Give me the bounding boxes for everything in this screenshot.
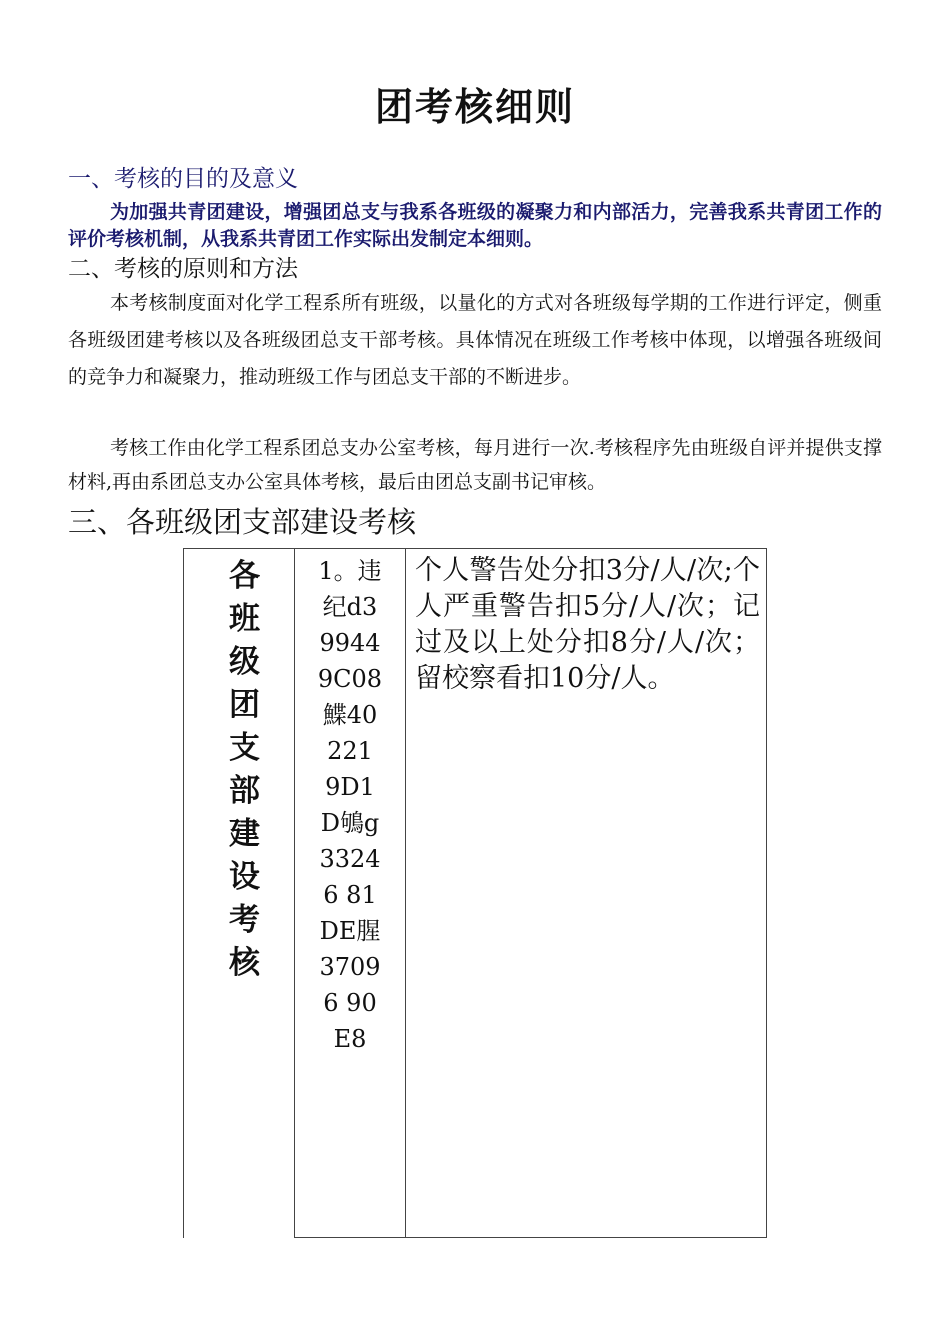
section2-paragraph-2: 考核工作由化学工程系团总支办公室考核，每月进行一次.考核程序先由班级自评并提供支撑材料,再由系团总支办公室具体考核，最后由团总支副书记审核。 bbox=[68, 437, 882, 493]
category-label: 各班级团支部建设考核 bbox=[229, 558, 260, 981]
assessment-table bbox=[183, 548, 767, 1238]
rule-text: 个人警告处分扣3分/人/次;个人严重警告扣5分/人/次；记过及以上处分扣8分/人/次；留校察看扣10分/人。 bbox=[415, 555, 760, 694]
category-cell bbox=[184, 549, 295, 1238]
table-row bbox=[184, 549, 767, 1238]
section3-heading: 三、各班级团支部建设考核 bbox=[68, 505, 417, 539]
section2-heading: 二、考核的原则和方法 bbox=[68, 256, 298, 282]
section1-heading: 一、考核的目的及意义 bbox=[68, 166, 298, 192]
item-label: 1。违纪d39944 9C08鰈40221 9D1D鴝g33246 81DE腥37096 90E8 bbox=[317, 557, 383, 1053]
section2-paragraph-1: 本考核制度面对化学工程系所有班级，以量化的方式对各班级每学期的工作进行评定，侧重各班级团建考核以及各班级团总支干部考核。具体情况在班级工作考核中体现，以增强各班级间的竞争力和凝聚力，推动班级工作与团总支干部的不断进步。 bbox=[68, 292, 882, 388]
document-title: 团考核细则 bbox=[374, 85, 575, 129]
rule-cell bbox=[406, 549, 767, 1238]
section1-paragraph: 为加强共青团建设，增强团总支与我系各班级的凝聚力和内部活力，完善我系共青团工作的评价考核机制，从我系共青团工作实际出发制定本细则。 bbox=[68, 201, 882, 250]
item-cell bbox=[295, 549, 406, 1238]
